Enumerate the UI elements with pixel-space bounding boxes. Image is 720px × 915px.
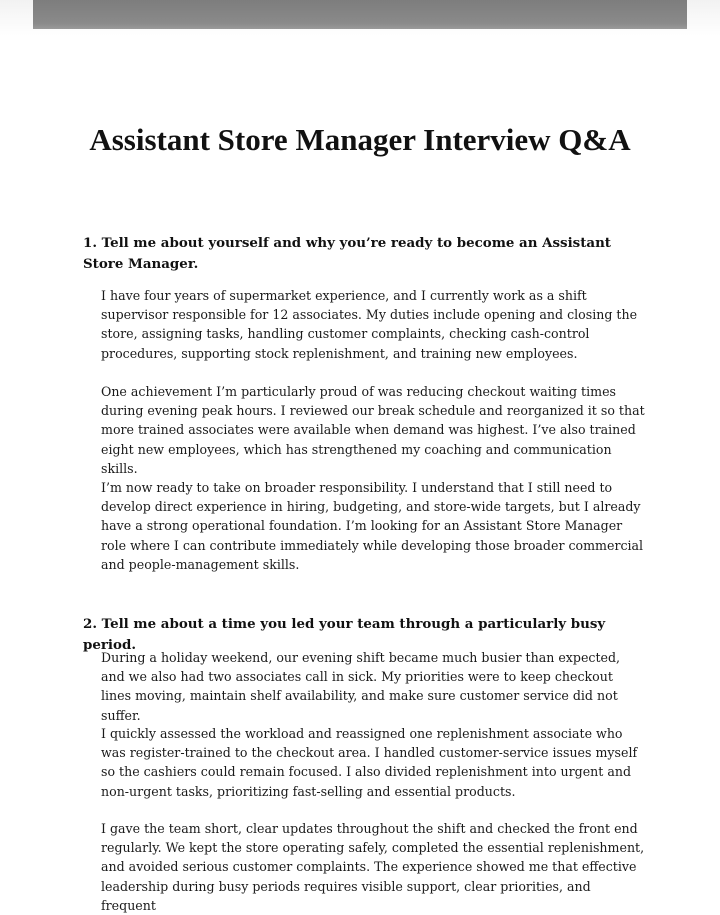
- answer-paragraph-1-2: One achievement I’m particularly proud of was reducing checkout waiting times during evening peak hours. I reviewed our break schedule and reorganized it so that more trained associates were available when demand was highest. I’ve also trained eight new employees, which has strengthened my coaching and communication skills.: [101, 384, 645, 476]
- document-title: Assistant Store Manager Interview Q&A: [89, 122, 631, 157]
- question-heading-1: 1. Tell me about yourself and why you’re ready to become an Assistant Store Manager.: [83, 235, 611, 272]
- answer-paragraph-2-1: During a holiday weekend, our evening shift became much busier than expected, and we also had two associates call in sick. My priorities were to keep checkout lines moving, maintain shelf availability, and make sure customer service did not suffer.: [101, 650, 621, 723]
- answer-paragraph-2-3: I gave the team short, clear updates throughout the shift and checked the front end regularly. We kept the store operating safely, completed the essential replenishment, and avoided serious customer complaints. The experience showed me that effective leadership during busy periods requires visible support, clear priorities, and frequent: [101, 821, 645, 913]
- question-heading-2: 2. Tell me about a time you led your team through a particularly busy period.: [83, 616, 606, 653]
- document-page: [0, 29, 720, 913]
- answer-paragraph-1-1: I have four years of supermarket experience, and I currently work as a shift supervisor responsible for 12 associates. My duties include opening and closing the store, assigning tasks, handling customer complaints, checking cash-control procedures, supporting stock replenishment, and training new employees.: [101, 288, 638, 361]
- viewer-toolbar: [33, 0, 687, 29]
- answer-paragraph-1-3: I’m now ready to take on broader responsibility. I understand that I still need to develop direct experience in hiring, budgeting, and store-wide targets, but I already have a strong operational foundation. I’m looking for an Assistant Store Manager role where I can contribute immediately while developing those broader commercial and people-management skills.: [101, 480, 644, 572]
- answer-paragraph-2-2: I quickly assessed the workload and reassigned one replenishment associate who was register-trained to the checkout area. I handled customer-service issues myself so the cashiers could remain focused. I also divided replenishment into urgent and non-urgent tasks, prioritizing fast-selling and essential products.: [101, 726, 638, 799]
